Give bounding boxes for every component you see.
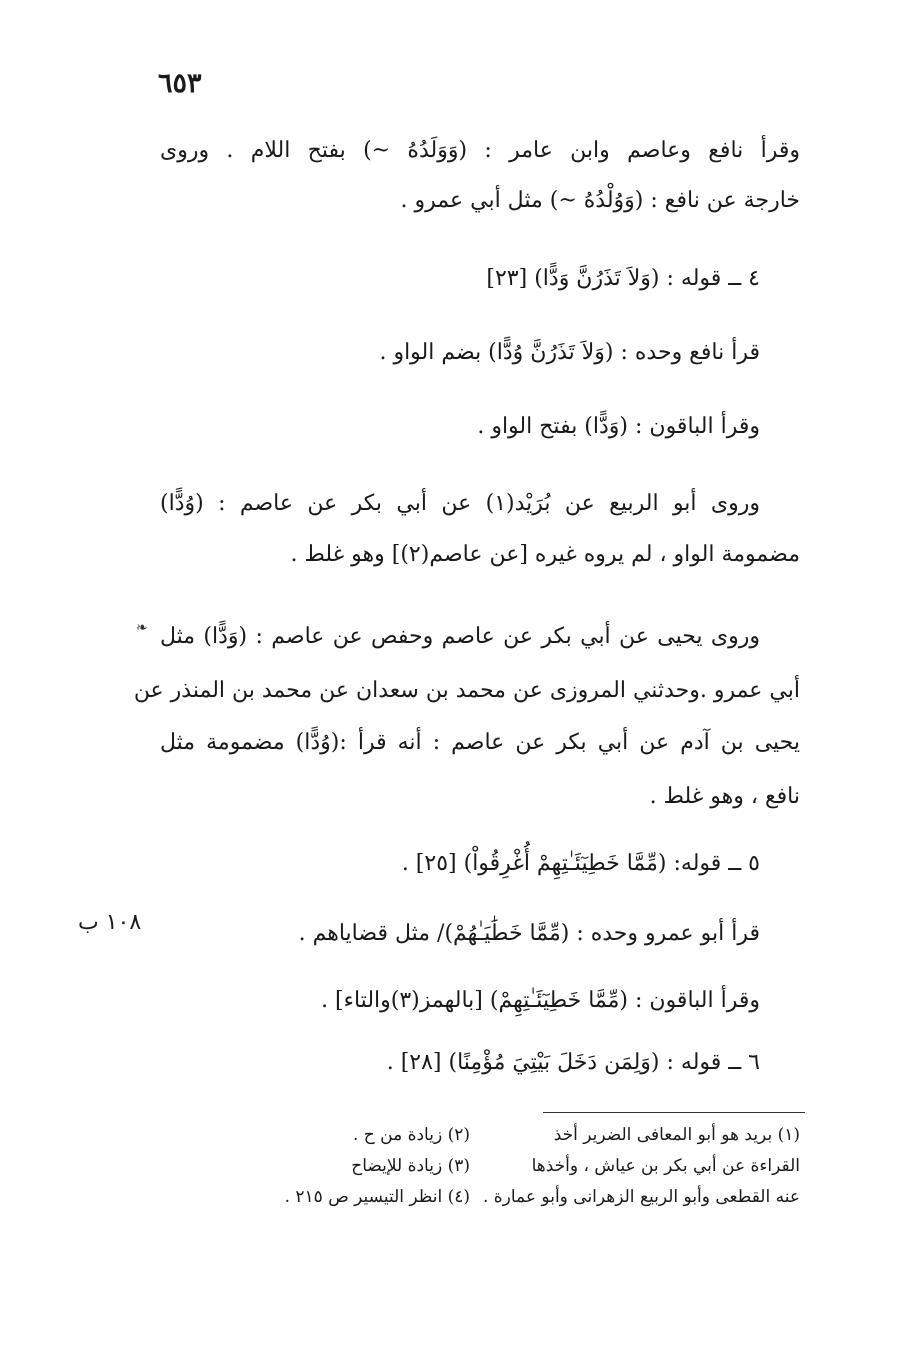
footnote-right-line: القراءة عن أبي بكر بن عياش ، وأخذها [531, 1156, 800, 1176]
manuscript-folio-note: ١٠٨ ب [78, 910, 142, 935]
text-line: أبي عمرو .وحدثني المروزى عن محمد بن سعدان عن محمد بن المنذر عن [133, 678, 800, 703]
footnote-left-line: (٢) زيادة من ح . [352, 1125, 470, 1145]
text-line: ٤ ــ قوله : (وَلاَ تَذَرُنَّ وَدًّا) [٢٣] [486, 266, 760, 291]
text-line: نافع ، وهو غلط . [649, 784, 800, 809]
text-line: مضمومة الواو ، لم يروه غيره [عن عاصم(٢)] وهو غلط . [290, 542, 800, 567]
footnote-right-line: (١) بريد هو أبو المعافى الضرير أخذ [553, 1125, 800, 1145]
text-line: وقرأ نافع وعاصم وابن عامر : (وَوَلَدُهُ ~) بفتح اللام . وروى [160, 138, 800, 163]
page-number: ٦٥٣ [158, 68, 202, 99]
text-line: يحيى بن آدم عن أبي بكر عن عاصم : أنه قرأ :(وُدًّا) مضمومة مثل [160, 730, 800, 755]
footnote-right-line: عنه القطعى وأبو الربيع الزهرانى وأبو عمارة . [482, 1187, 800, 1207]
footnote-left-line: (٣) زيادة للإيضاح [351, 1156, 470, 1176]
margin-mark-icon: ❧ [136, 620, 148, 636]
text-line: ٦ ــ قوله : (وَلِمَن دَخَلَ بَيْتِيَ مُؤْمِنًا) [٢٨] . [386, 1050, 760, 1075]
text-line: خارجة عن نافع : (وَوُلْدُهُ ~) مثل أبي عمرو . [400, 188, 800, 213]
text-line: وروى يحيى عن أبي بكر عن عاصم وحفص عن عاصم : (وَدًّا) مثل [160, 624, 760, 649]
text-line: وقرأ الباقون : (مِّمَّا خَطِيٓئَـٰتِهِمْ) [بالهمز(٣)والتاء] . [321, 988, 760, 1013]
footnote-left-line: (٤) انظر التيسير ص ٢١٥ . [284, 1187, 470, 1207]
text-line: قرأ أبو عمرو وحده : (مِّمَّا خَطَٰيَـٰهُمْ)/ مثل قضاياهم . [298, 921, 760, 946]
text-line: ٥ ــ قوله: (مِّمَّا خَطِيٓئَـٰتِهِمْ أُغْرِقُواْ) [٢٥] . [401, 851, 760, 876]
footnote-rule [543, 1112, 805, 1113]
text-line: وقرأ الباقون : (وَدًّا) بفتح الواو . [477, 414, 760, 439]
text-line: قرأ نافع وحده : (وَلاَ تَذَرُنَّ وُدًّا) بضم الواو . [379, 340, 760, 365]
text-line: وروى أبو الربيع عن بُرَيْد(١) عن أبي بكر عن عاصم : (وُدًّا) [160, 491, 761, 516]
